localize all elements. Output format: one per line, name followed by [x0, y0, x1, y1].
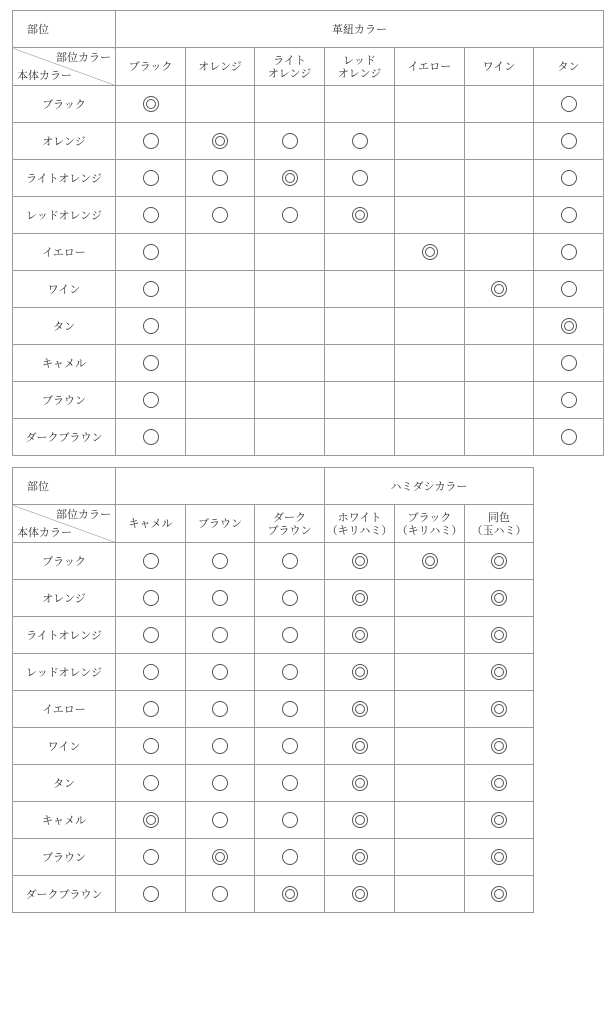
circle-icon — [143, 318, 159, 334]
table-cell — [116, 543, 186, 580]
row-label: オレンジ — [13, 123, 116, 160]
body-color-label: 本体カラー — [17, 526, 72, 539]
circle-icon — [212, 170, 228, 186]
table-cell — [325, 86, 395, 123]
leather-cord-color-table — [12, 10, 604, 456]
table-cell — [395, 234, 465, 271]
table-cell — [186, 617, 255, 654]
table-cell — [255, 345, 325, 382]
table-row — [13, 654, 534, 691]
table-cell — [465, 839, 534, 876]
part-label: 部位 — [13, 468, 116, 505]
circle-icon — [561, 207, 577, 223]
table-cell — [395, 419, 465, 456]
row-label: ブラウン — [13, 382, 116, 419]
circle-icon — [143, 133, 159, 149]
row-label: ワイン — [13, 728, 116, 765]
table-cell — [186, 876, 255, 913]
table-cell — [255, 543, 325, 580]
table-cell — [116, 654, 186, 691]
table-cell — [465, 876, 534, 913]
double-circle-icon — [352, 886, 368, 902]
table-cell — [116, 271, 186, 308]
table-cell — [325, 691, 395, 728]
table-cell — [116, 802, 186, 839]
table-cell — [186, 345, 255, 382]
double-circle-icon — [491, 664, 507, 680]
circle-icon — [561, 244, 577, 260]
circle-icon — [561, 392, 577, 408]
double-circle-icon — [352, 812, 368, 828]
circle-icon — [143, 627, 159, 643]
table-cell — [465, 765, 534, 802]
row-label: レッドオレンジ — [13, 654, 116, 691]
circle-icon — [212, 207, 228, 223]
column-header: ホワイト （キリハミ） — [325, 505, 395, 543]
table-cell — [465, 691, 534, 728]
row-label: ライトオレンジ — [13, 617, 116, 654]
table-cell — [116, 160, 186, 197]
table-cell — [465, 308, 534, 345]
table-row — [13, 617, 534, 654]
table-row — [13, 345, 604, 382]
table-cell — [186, 382, 255, 419]
table-row — [13, 765, 534, 802]
table-row — [13, 419, 604, 456]
table-cell — [325, 382, 395, 419]
double-circle-icon — [422, 244, 438, 260]
circle-icon — [561, 170, 577, 186]
column-header: ライト オレンジ — [255, 48, 325, 86]
diagonal-header — [13, 505, 116, 543]
row-label: タン — [13, 308, 116, 345]
circle-icon — [282, 664, 298, 680]
double-circle-icon — [212, 133, 228, 149]
table-cell — [186, 419, 255, 456]
table-cell — [186, 839, 255, 876]
circle-icon — [143, 355, 159, 371]
table-cell — [395, 345, 465, 382]
table-cell — [395, 86, 465, 123]
circle-icon — [282, 812, 298, 828]
circle-icon — [212, 775, 228, 791]
column-header: ブラック （キリハミ） — [395, 505, 465, 543]
table-cell — [325, 345, 395, 382]
table-cell — [395, 123, 465, 160]
table-cell — [465, 728, 534, 765]
circle-icon — [212, 664, 228, 680]
circle-icon — [143, 244, 159, 260]
circle-icon — [143, 701, 159, 717]
column-header: イエロー — [395, 48, 465, 86]
row-label: イエロー — [13, 234, 116, 271]
table-row — [13, 382, 604, 419]
table-cell — [325, 419, 395, 456]
row-label: ワイン — [13, 271, 116, 308]
circle-icon — [143, 664, 159, 680]
table-cell — [325, 308, 395, 345]
part-color-label: 部位カラー — [56, 51, 111, 64]
double-circle-icon — [491, 281, 507, 297]
table-cell — [186, 271, 255, 308]
table-cell — [255, 876, 325, 913]
row-label: レッドオレンジ — [13, 197, 116, 234]
diagonal-header — [13, 48, 116, 86]
circle-icon — [143, 429, 159, 445]
table-cell — [325, 765, 395, 802]
double-circle-icon — [352, 701, 368, 717]
table-row — [13, 123, 604, 160]
table-cell — [116, 123, 186, 160]
double-circle-icon — [352, 849, 368, 865]
table-cell — [534, 345, 604, 382]
table-cell — [116, 234, 186, 271]
circle-icon — [282, 133, 298, 149]
circle-icon — [212, 812, 228, 828]
circle-icon — [212, 738, 228, 754]
circle-icon — [282, 775, 298, 791]
table-cell — [255, 580, 325, 617]
circle-icon — [143, 207, 159, 223]
table-cell — [255, 691, 325, 728]
table-cell — [395, 382, 465, 419]
table-cell — [186, 197, 255, 234]
table-cell — [395, 654, 465, 691]
table-row — [13, 86, 604, 123]
table-cell — [465, 234, 534, 271]
double-circle-icon — [491, 812, 507, 828]
table-cell — [395, 197, 465, 234]
circle-icon — [352, 170, 368, 186]
circle-icon — [143, 281, 159, 297]
double-circle-icon — [352, 590, 368, 606]
table-cell — [116, 419, 186, 456]
circle-icon — [352, 133, 368, 149]
table-cell — [395, 271, 465, 308]
table-cell — [116, 839, 186, 876]
table-cell — [395, 308, 465, 345]
row-label: ブラウン — [13, 839, 116, 876]
table-row — [13, 876, 534, 913]
double-circle-icon — [491, 701, 507, 717]
table-cell — [534, 197, 604, 234]
table-cell — [534, 382, 604, 419]
table-cell — [186, 691, 255, 728]
table-cell — [255, 654, 325, 691]
double-circle-icon — [491, 775, 507, 791]
table-cell — [325, 876, 395, 913]
circle-icon — [561, 281, 577, 297]
circle-icon — [143, 738, 159, 754]
table-cell — [325, 728, 395, 765]
double-circle-icon — [352, 627, 368, 643]
double-circle-icon — [561, 318, 577, 334]
table-cell — [186, 123, 255, 160]
table-cell — [325, 271, 395, 308]
double-circle-icon — [352, 775, 368, 791]
column-header: ワイン — [465, 48, 534, 86]
table-cell — [395, 839, 465, 876]
circle-icon — [561, 96, 577, 112]
table-cell — [325, 234, 395, 271]
table-cell — [534, 86, 604, 123]
table-cell — [255, 197, 325, 234]
table-cell — [186, 728, 255, 765]
circle-icon — [282, 849, 298, 865]
table-cell — [534, 308, 604, 345]
double-circle-icon — [491, 886, 507, 902]
table-cell — [465, 271, 534, 308]
table-cell — [465, 160, 534, 197]
table-cell — [465, 345, 534, 382]
body-color-label: 本体カラー — [17, 69, 72, 82]
circle-icon — [282, 701, 298, 717]
double-circle-icon — [143, 812, 159, 828]
table-cell — [465, 123, 534, 160]
row-label: ブラック — [13, 86, 116, 123]
table-row — [13, 580, 534, 617]
table-cell — [116, 580, 186, 617]
table-cell — [325, 543, 395, 580]
table-cell — [116, 691, 186, 728]
column-header: タン — [534, 48, 604, 86]
table-cell — [186, 543, 255, 580]
column-header: 同色 （玉ハミ） — [465, 505, 534, 543]
table-cell — [255, 617, 325, 654]
circle-icon — [561, 133, 577, 149]
circle-icon — [212, 701, 228, 717]
double-circle-icon — [491, 849, 507, 865]
double-circle-icon — [212, 849, 228, 865]
table-cell — [116, 876, 186, 913]
table-cell — [325, 197, 395, 234]
table-row — [13, 234, 604, 271]
double-circle-icon — [352, 738, 368, 754]
circle-icon — [212, 627, 228, 643]
table-cell — [395, 691, 465, 728]
part-label: 部位 — [13, 11, 116, 48]
table-row — [13, 197, 604, 234]
circle-icon — [282, 627, 298, 643]
table-cell — [325, 617, 395, 654]
table-cell — [465, 543, 534, 580]
table-cell — [255, 728, 325, 765]
double-circle-icon — [491, 553, 507, 569]
table-cell — [395, 543, 465, 580]
circle-icon — [282, 590, 298, 606]
table-cell — [255, 382, 325, 419]
group-header-spacer — [116, 468, 325, 505]
table-cell — [255, 123, 325, 160]
circle-icon — [143, 886, 159, 902]
row-label: オレンジ — [13, 580, 116, 617]
table-row — [13, 802, 534, 839]
circle-icon — [143, 553, 159, 569]
double-circle-icon — [282, 170, 298, 186]
table-cell — [534, 234, 604, 271]
table-cell — [395, 160, 465, 197]
table-cell — [255, 160, 325, 197]
table-cell — [465, 654, 534, 691]
circle-icon — [143, 775, 159, 791]
double-circle-icon — [491, 627, 507, 643]
table-row — [13, 839, 534, 876]
column-header: ダーク ブラウン — [255, 505, 325, 543]
table-cell — [255, 86, 325, 123]
row-label: キャメル — [13, 802, 116, 839]
table-cell — [255, 308, 325, 345]
table-cell — [255, 419, 325, 456]
table-cell — [465, 86, 534, 123]
circle-icon — [143, 392, 159, 408]
double-circle-icon — [491, 590, 507, 606]
table-cell — [325, 839, 395, 876]
double-circle-icon — [491, 738, 507, 754]
table-cell — [116, 765, 186, 802]
circle-icon — [561, 355, 577, 371]
table-cell — [325, 654, 395, 691]
column-header: オレンジ — [186, 48, 255, 86]
circle-icon — [212, 590, 228, 606]
circle-icon — [282, 207, 298, 223]
table-cell — [395, 617, 465, 654]
table-cell — [116, 617, 186, 654]
table-cell — [116, 728, 186, 765]
table-cell — [534, 123, 604, 160]
circle-icon — [143, 849, 159, 865]
table-row — [13, 308, 604, 345]
table-row — [13, 160, 604, 197]
table-cell — [186, 765, 255, 802]
table-cell — [116, 382, 186, 419]
row-label: ダークブラウン — [13, 419, 116, 456]
circle-icon — [143, 170, 159, 186]
table-cell — [534, 271, 604, 308]
overflow-color-table — [12, 467, 534, 913]
table-cell — [116, 86, 186, 123]
table-row — [13, 728, 534, 765]
table-cell — [465, 802, 534, 839]
table-cell — [395, 876, 465, 913]
table-cell — [395, 728, 465, 765]
circle-icon — [282, 738, 298, 754]
row-label: キャメル — [13, 345, 116, 382]
table-cell — [395, 580, 465, 617]
table-cell — [395, 765, 465, 802]
circle-icon — [143, 590, 159, 606]
table-cell — [186, 308, 255, 345]
column-header: ブラック — [116, 48, 186, 86]
table-cell — [255, 802, 325, 839]
part-color-label: 部位カラー — [56, 508, 111, 521]
double-circle-icon — [352, 553, 368, 569]
table-cell — [465, 197, 534, 234]
circle-icon — [282, 553, 298, 569]
table-cell — [325, 802, 395, 839]
table-cell — [465, 382, 534, 419]
table-cell — [465, 617, 534, 654]
double-circle-icon — [352, 207, 368, 223]
row-label: ダークブラウン — [13, 876, 116, 913]
table-cell — [255, 765, 325, 802]
table-cell — [255, 234, 325, 271]
row-label: ブラック — [13, 543, 116, 580]
table-row — [13, 271, 604, 308]
row-label: タン — [13, 765, 116, 802]
table-cell — [116, 197, 186, 234]
circle-icon — [212, 553, 228, 569]
table-cell — [116, 345, 186, 382]
table-cell — [186, 654, 255, 691]
double-circle-icon — [352, 664, 368, 680]
group-header: ハミダシカラー — [325, 468, 534, 505]
table-cell — [325, 160, 395, 197]
double-circle-icon — [143, 96, 159, 112]
column-header: レッド オレンジ — [325, 48, 395, 86]
table-cell — [465, 580, 534, 617]
row-label: ライトオレンジ — [13, 160, 116, 197]
column-header: ブラウン — [186, 505, 255, 543]
group-header: 革紐カラー — [116, 11, 604, 48]
table-cell — [465, 419, 534, 456]
row-label: イエロー — [13, 691, 116, 728]
circle-icon — [212, 886, 228, 902]
double-circle-icon — [282, 886, 298, 902]
table-cell — [186, 86, 255, 123]
table-cell — [186, 580, 255, 617]
table-row — [13, 543, 534, 580]
table-cell — [255, 839, 325, 876]
table-cell — [395, 802, 465, 839]
double-circle-icon — [422, 553, 438, 569]
table-cell — [325, 580, 395, 617]
table-cell — [534, 160, 604, 197]
circle-icon — [561, 429, 577, 445]
table-cell — [325, 123, 395, 160]
table-cell — [186, 160, 255, 197]
table-cell — [255, 271, 325, 308]
table-cell — [116, 308, 186, 345]
table-cell — [186, 234, 255, 271]
table-cell — [186, 802, 255, 839]
column-header: キャメル — [116, 505, 186, 543]
table-row — [13, 691, 534, 728]
table-cell — [534, 419, 604, 456]
